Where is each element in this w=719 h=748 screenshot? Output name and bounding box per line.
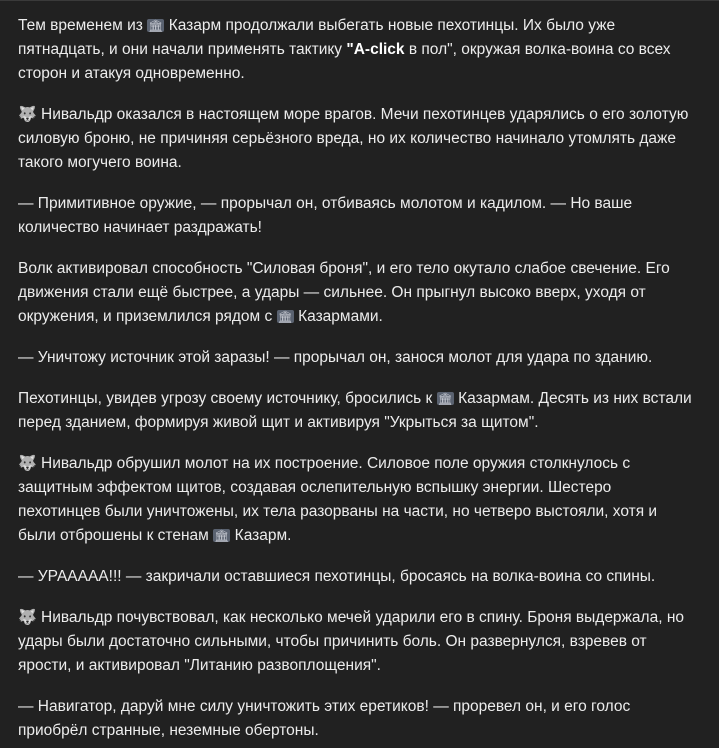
paragraph-text: Пехотинцы, увидев угрозу своему источнику, бросились к <box>18 390 437 407</box>
paragraph-text: Волк активировал способность "Силовая броня", и его тело окутало слабое свечение. Его движения стали ещё быстрее, а удары — сильнее. Он прыгнул высоко вверх, уходя от окружения, и приземлился рядом с <box>18 260 670 325</box>
top-divider <box>0 0 719 1</box>
paragraph-10 <box>18 695 698 743</box>
wolf-face-icon: 🐺 <box>18 454 37 472</box>
paragraph-9 <box>18 606 698 678</box>
wolf-face-icon: 🐺 <box>18 105 37 123</box>
paragraph-7 <box>18 452 698 548</box>
paragraph-3 <box>18 192 698 240</box>
paragraph-text: Казармам. Десять из них встали перед зданием, формируя живой щит и активируя "Укрыться за щитом". <box>18 390 692 431</box>
classical-building-icon: 🏛 <box>214 529 230 543</box>
paragraph-8 <box>18 565 698 589</box>
paragraph-text: Нивальдр обрушил молот на их построение. Силовое поле оружия столкнулось с защитным эффектом щитов, создавая ослепительную вспышку энергии. Шестеро пехотинцев были уничтожены, их тела разорваны на части, но четверо выстояли, хотя и были отброшены к стенам <box>18 455 658 544</box>
paragraph-text: — Примитивное оружие, — прорычал он, отбиваясь молотом и кадилом. — Но ваше количество начинает раздражать! <box>18 195 633 236</box>
paragraph-6 <box>18 387 698 435</box>
paragraph-5 <box>18 346 698 370</box>
paragraph-text: Нивальдр почувствовал, как несколько мечей ударили его в спину. Броня выдержала, но удары были достаточно сильными, чтобы причинить боль. Он развернулся, взревев от ярости, и активировал "Литанию развоплощения". <box>18 609 685 674</box>
classical-building-icon: 🏛 <box>277 310 293 324</box>
bold-text: "A-click <box>346 41 405 58</box>
paragraph-text: Тем временем из <box>18 17 148 34</box>
paragraph-text: — УРААААА!!! — закричали оставшиеся пехотинцы, бросаясь на волка-воина со спины. <box>18 568 656 585</box>
paragraph-1 <box>18 14 698 86</box>
paragraph-2 <box>18 103 698 175</box>
paragraph-text: Казарм. <box>230 527 292 544</box>
classical-building-icon: 🏛 <box>437 392 453 406</box>
paragraph-4 <box>18 257 698 329</box>
classical-building-icon: 🏛 <box>148 19 164 33</box>
paragraph-text: Нивальдр оказался в настоящем море врагов. Мечи пехотинцев ударялись о его золотую силовую броню, не причиняя серьёзного вреда, но их количество начинало утомлять даже такого могучего воина. <box>18 106 689 171</box>
paragraph-text: — Навигатор, даруй мне силу уничтожить этих еретиков! — проревел он, и его голос приобрёл странные, неземные обертоны. <box>18 698 631 739</box>
paragraph-text: Казарм продолжали выбегать новые пехотинцы. Их было уже пятнадцать, и они начали применять тактику <box>18 17 616 58</box>
paragraph-text: — Уничтожу источник этой заразы! — прорычал он, занося молот для удара по зданию. <box>18 349 653 366</box>
assistant-message <box>18 14 698 743</box>
paragraph-text: Казармами. <box>293 308 383 325</box>
wolf-face-icon: 🐺 <box>18 608 37 626</box>
paragraph-text: в пол", окружая волка-воина со всех сторон и атакуя одновременно. <box>18 41 671 82</box>
